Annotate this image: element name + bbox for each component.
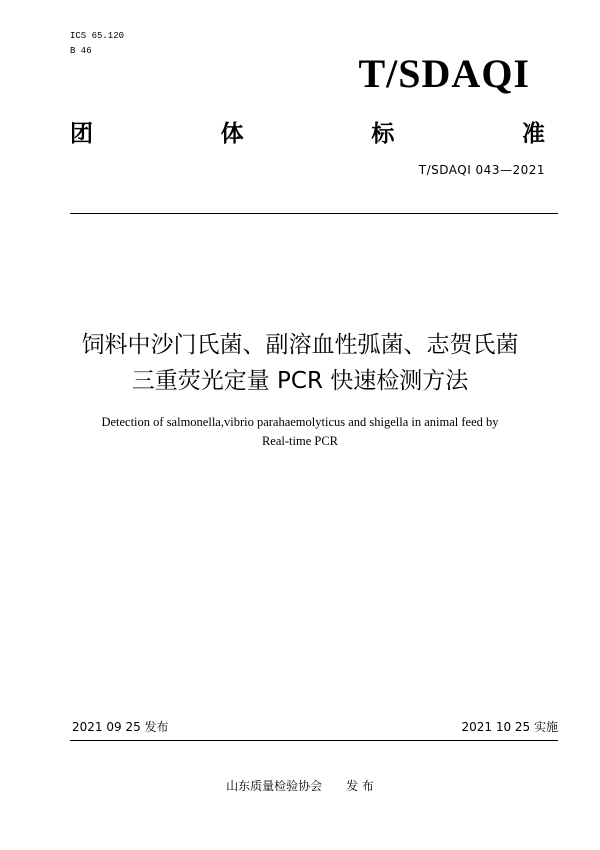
ics-code: ICS 65.120 [70, 31, 125, 41]
implement-date: 2021 10 25 实施 [461, 720, 558, 734]
issuer-line [0, 777, 600, 794]
footer-divider [70, 740, 558, 741]
header-divider [70, 213, 558, 214]
standard-number: T/SDAQI 043—2021 [418, 163, 545, 177]
classification-block [70, 29, 124, 59]
group-char: 团 [70, 121, 93, 147]
group-char: 体 [220, 121, 244, 147]
issue-label: 发 布 [346, 779, 374, 793]
group-char: 标 [371, 121, 395, 147]
english-title-line-2: Real-time PCR [261, 434, 339, 448]
group-standard-heading [70, 115, 545, 148]
publish-date: 2021 09 25 发布 [72, 720, 169, 734]
standard-logo: T/SDAQI [358, 51, 530, 96]
english-title-line-1: Detection of salmonella,vibrio parahaemolyticus and shigella in animal feed by [101, 415, 499, 429]
title-line-2: 三重荧光定量 PCR 快速检测方法 [131, 368, 469, 394]
ccs-code: B 46 [70, 46, 92, 56]
title-line-1: 饲料中沙门氏菌、副溶血性弧菌、志贺氏菌 [81, 332, 519, 358]
issuer-name: 山东质量检验协会 [226, 779, 323, 793]
group-char: 准 [521, 121, 545, 147]
document-title-zh [40, 327, 560, 399]
document-title-en [40, 413, 560, 451]
